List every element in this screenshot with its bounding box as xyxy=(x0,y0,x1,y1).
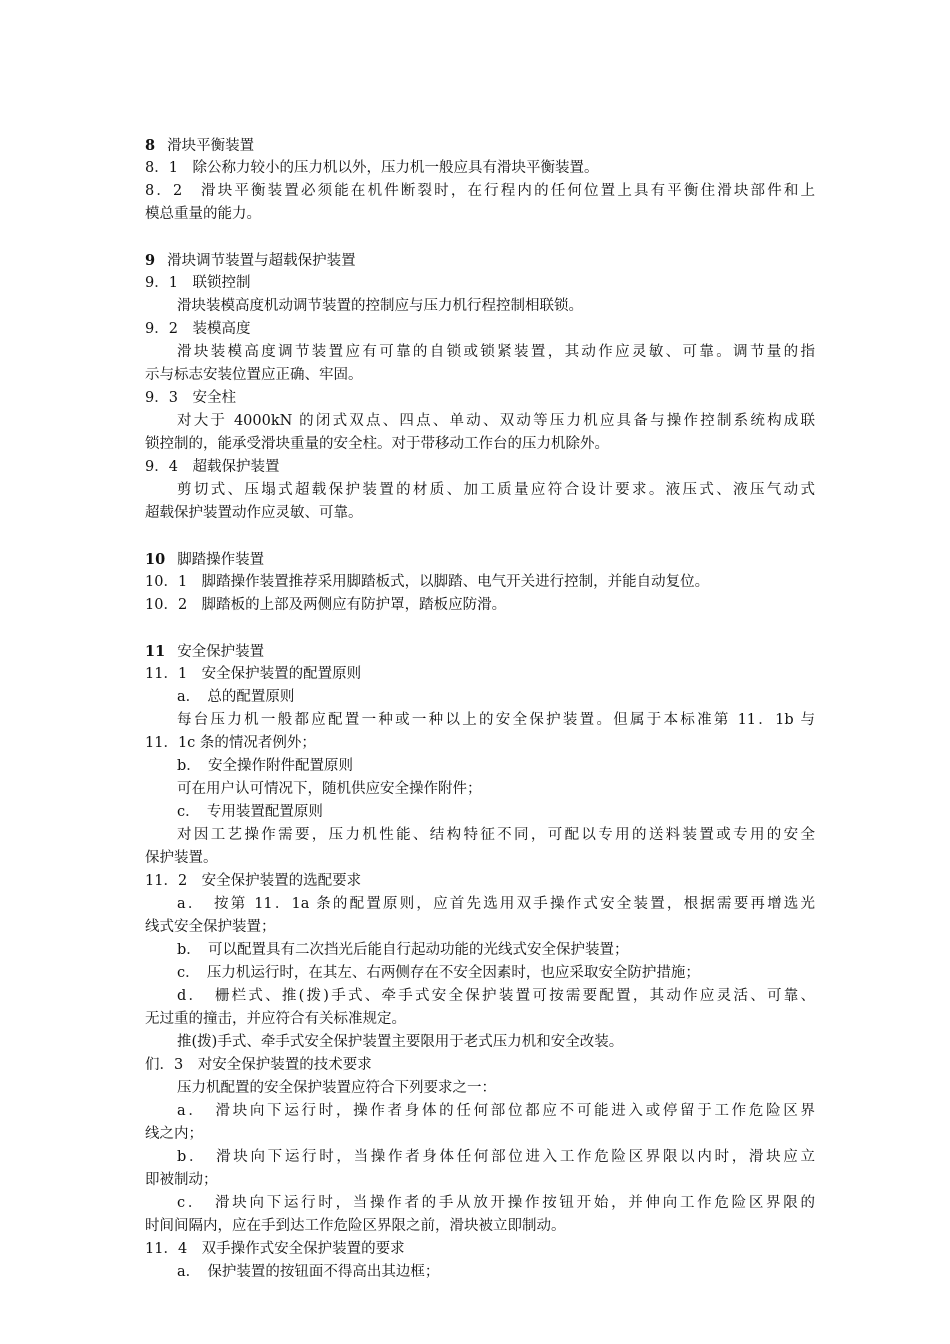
spacer xyxy=(145,226,815,249)
section-11-heading xyxy=(145,640,815,663)
clause-11-3-b-line2: 即被制动； xyxy=(145,1172,218,1188)
clause-11-2-c: c． 压力机运行时，在其左、右两侧存在不安全因素时，也应采取安全防护措施； xyxy=(177,965,700,981)
clause-11-2-note: 推(拨)手式、牵手式安全保护装置主要限用于老式压力机和安全改装。 xyxy=(177,1034,624,1050)
clause-9-2-text-line2: 示与标志安装位置应正确、牢固。 xyxy=(145,367,363,383)
clause-9-3-text-line1: 对大于 4000kN 的闭式双点、四点、单动、双动等压力机应具备与操作控制系统构成联 xyxy=(177,413,815,429)
spacer xyxy=(145,525,815,548)
clause-11-3-a-line2: 线之内； xyxy=(145,1126,203,1142)
item-c-text-line2: 保护装置。 xyxy=(145,850,218,866)
clause-11-3-intro: 压力机配置的安全保护装置应符合下列要求之一： xyxy=(177,1080,496,1096)
clause-11-2-d-line2: 无过重的撞击，并应符合有关标准规定。 xyxy=(145,1011,406,1027)
clause-9-2-heading: 9．2 装模高度 xyxy=(145,321,251,337)
clause-11-2-b: b． 可以配置具有二次挡光后能自行起动功能的光线式安全保护装置； xyxy=(177,942,629,958)
clause-10-2: 10．2 脚踏板的上部及两侧应有防护罩，踏板应防滑。 xyxy=(145,597,507,613)
section-title: 滑块调节装置与超载保护装置 xyxy=(167,253,356,269)
clause-11-1-heading: 11．1 安全保护装置的配置原则 xyxy=(145,666,362,682)
clause-11-3-heading: 们．3 对安全保护装置的技术要求 xyxy=(145,1057,372,1073)
clause-9-3-text-line2: 锁控制的，能承受滑块重量的安全柱。对于带移动工作台的压力机除外。 xyxy=(145,436,609,452)
item-c-label: c． 专用装置配置原则 xyxy=(177,804,323,820)
clause-11-3-c-line1: c． 滑块向下运行时，当操作者的手从放开操作按钮开始，并伸向工作危险区界限的 xyxy=(177,1195,815,1211)
section-title: 脚踏操作装置 xyxy=(177,552,265,568)
section-number: 10 xyxy=(145,551,166,568)
section-number: 11 xyxy=(145,643,166,660)
clause-11-4-a: a． 保护装置的按钮面不得高出其边框； xyxy=(177,1264,440,1280)
clause-11-3-c-line2: 时间间隔内，应在手到达工作危险区界限之前，滑块被立即制动。 xyxy=(145,1218,566,1234)
clause-8-2-line1: 8．2 滑块平衡装置必须能在机件断裂时，在行程内的任何位置上具有平衡住滑块部件和上 xyxy=(145,183,815,199)
section-number: 8 xyxy=(145,137,156,154)
item-b-text: 可在用户认可情况下，随机供应安全操作附件； xyxy=(177,781,482,797)
clause-11-2-a-line1: a． 按第 11．1a 条的配置原则，应首先选用双手操作式安全装置，根据需要再增选光 xyxy=(177,896,815,912)
clause-8-1: 8．1 除公称力较小的压力机以外，压力机一般应具有滑块平衡装置。 xyxy=(145,160,599,176)
section-8-heading xyxy=(145,134,815,157)
clause-11-2-heading: 11．2 安全保护装置的选配要求 xyxy=(145,873,362,889)
clause-9-4-text-line2: 超载保护装置动作应灵敏、可靠。 xyxy=(145,505,363,521)
section-title: 安全保护装置 xyxy=(177,644,265,660)
document-page xyxy=(145,134,815,1284)
clause-9-1-text: 滑块装模高度机动调节装置的控制应与压力机行程控制相联锁。 xyxy=(177,298,583,314)
item-a-label: a． 总的配置原则 xyxy=(177,689,295,705)
clause-11-3-b-line1: b． 滑块向下运行时，当操作者身体任何部位进入工作危险区界限以内时，滑块应立 xyxy=(177,1149,815,1165)
section-title: 滑块平衡装置 xyxy=(167,138,255,154)
item-c-text-line1: 对因工艺操作需要，压力机性能、结构特征不同，可配以专用的送料装置或专用的安全 xyxy=(177,827,815,843)
clause-9-1-heading: 9．1 联锁控制 xyxy=(145,275,251,291)
clause-9-2-text-line1: 滑块装模高度调节装置应有可靠的自锁或锁紧装置，其动作应灵敏、可靠。调节量的指 xyxy=(177,344,815,360)
clause-10-1: 10．1 脚踏操作装置推荐采用脚踏板式，以脚踏、电气开关进行控制，并能自动复位。 xyxy=(145,574,710,590)
item-b-label: b． 安全操作附件配置原则 xyxy=(177,758,354,774)
section-10-heading xyxy=(145,548,815,571)
clause-11-2-a-line2: 线式安全保护装置； xyxy=(145,919,276,935)
item-a-text-line1: 每台压力机一般都应配置一种或一种以上的安全保护装置。但属于本标准第 11．1b 与 xyxy=(177,712,815,728)
clause-11-4-heading: 11．4 双手操作式安全保护装置的要求 xyxy=(145,1241,405,1257)
section-number: 9 xyxy=(145,252,156,269)
item-a-text-line2: 11．1c 条的情况者例外； xyxy=(145,735,316,751)
spacer xyxy=(145,617,815,640)
clause-9-4-text-line1: 剪切式、压塌式超载保护装置的材质、加工质量应符合设计要求。液压式、液压气动式 xyxy=(177,482,815,498)
section-9-heading xyxy=(145,249,815,272)
clause-9-4-heading: 9．4 超载保护装置 xyxy=(145,459,280,475)
clause-11-2-d-line1: d． 栅栏式、推(拨)手式、牵手式安全保护装置可按需要配置，其动作应灵活、可靠、 xyxy=(177,988,815,1004)
clause-8-2-line2: 模总重量的能力。 xyxy=(145,206,261,222)
clause-9-3-heading: 9．3 安全柱 xyxy=(145,390,236,406)
clause-11-3-a-line1: a． 滑块向下运行时，操作者身体的任何部位都应不可能进入或停留于工作危险区界 xyxy=(177,1103,815,1119)
